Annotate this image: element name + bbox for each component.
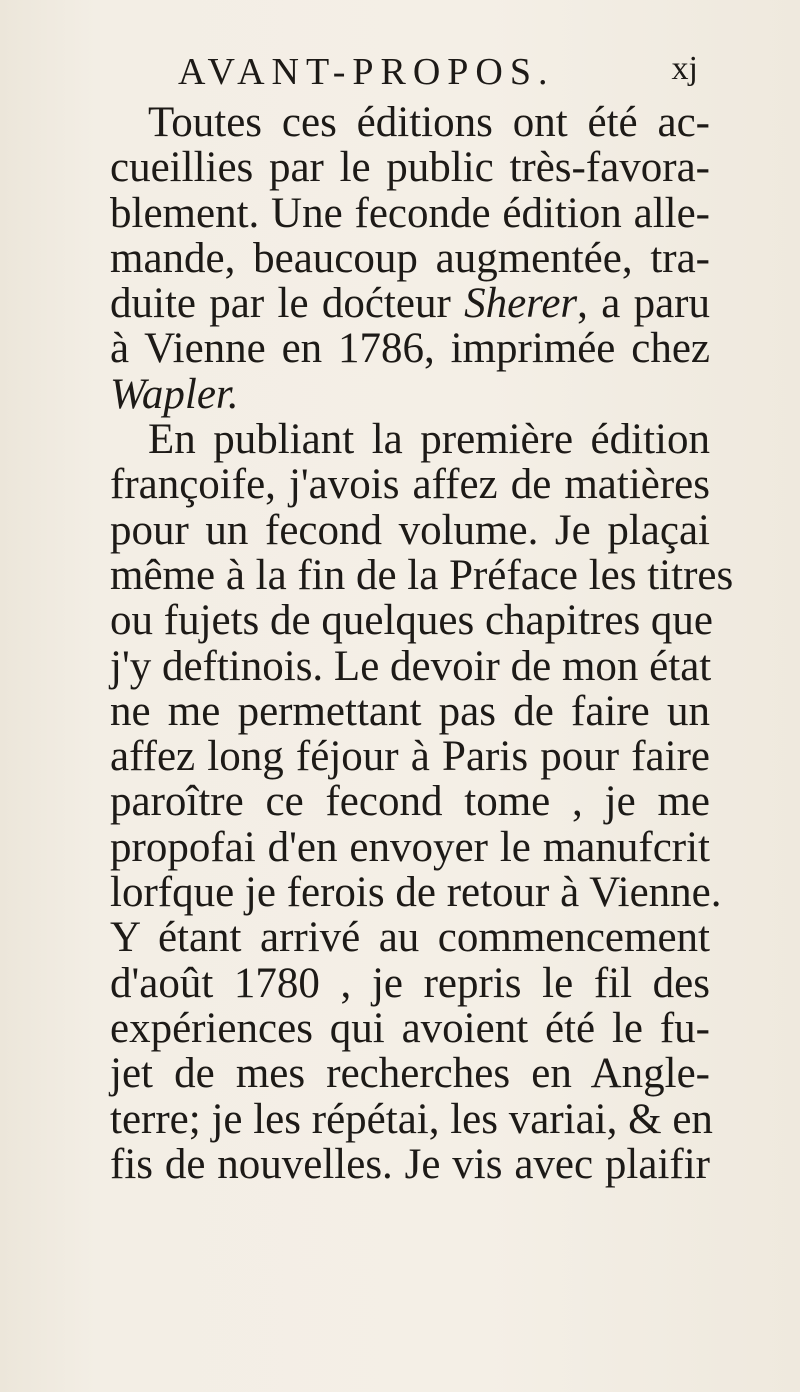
text-line: paroître ce fecond tome , je me — [110, 778, 710, 826]
text-line: blement. Une feconde édition alle- — [110, 189, 710, 237]
text-line: jet de mes recherches en Angle- — [110, 1050, 710, 1098]
text-line: expériences qui avoient été le fu- — [110, 1004, 710, 1052]
text-line: Toutes ces éditions ont été ac- — [148, 99, 710, 146]
text-line: duite par le doćteur Sherer, a paru — [110, 280, 710, 328]
text-line: fis de nouvelles. Je vis avec plaifir — [110, 1140, 710, 1188]
running-head-title: AVANT-PROPOS. — [178, 51, 555, 93]
page-number: xj — [671, 50, 698, 87]
text-line: mande, beaucoup augmentée, tra- — [110, 234, 710, 282]
text-line: à Vienne en 1786, imprimée chez — [110, 325, 710, 373]
text-line: ou fujets de quelques chapitres que — [110, 597, 714, 645]
text-line: pour un fecond volume. Je plaçai — [110, 506, 710, 554]
text-line: affez long féjour à Paris pour faire — [110, 733, 710, 781]
text-line: terre; je les répétai, les variai, & en — [110, 1095, 713, 1143]
text-line: d'août 1780 , je repris le fil des — [110, 959, 710, 1007]
running-head — [178, 50, 698, 98]
text-line: En publiant la première édition — [148, 416, 710, 464]
text-line: propofai d'en envoyer le manufcrit — [110, 823, 710, 871]
text-line: j'y deftinois. Le devoir de mon état — [110, 642, 712, 690]
text-line: cueillies par le public très-favora- — [110, 144, 710, 192]
text-line: Y étant arrivé au commencement — [110, 914, 710, 962]
text-line: françoife, j'avois affez de matières — [110, 461, 710, 509]
body-text — [110, 99, 734, 1188]
text-line: Wapler. — [110, 370, 239, 418]
text-line: lorfque je ferois de retour à Vienne. — [110, 869, 722, 917]
text-line: même à la fin de la Préface les titres — [110, 551, 734, 599]
italic-name: Sherer — [464, 280, 578, 328]
text-line: ne me permettant pas de faire un — [110, 687, 710, 735]
